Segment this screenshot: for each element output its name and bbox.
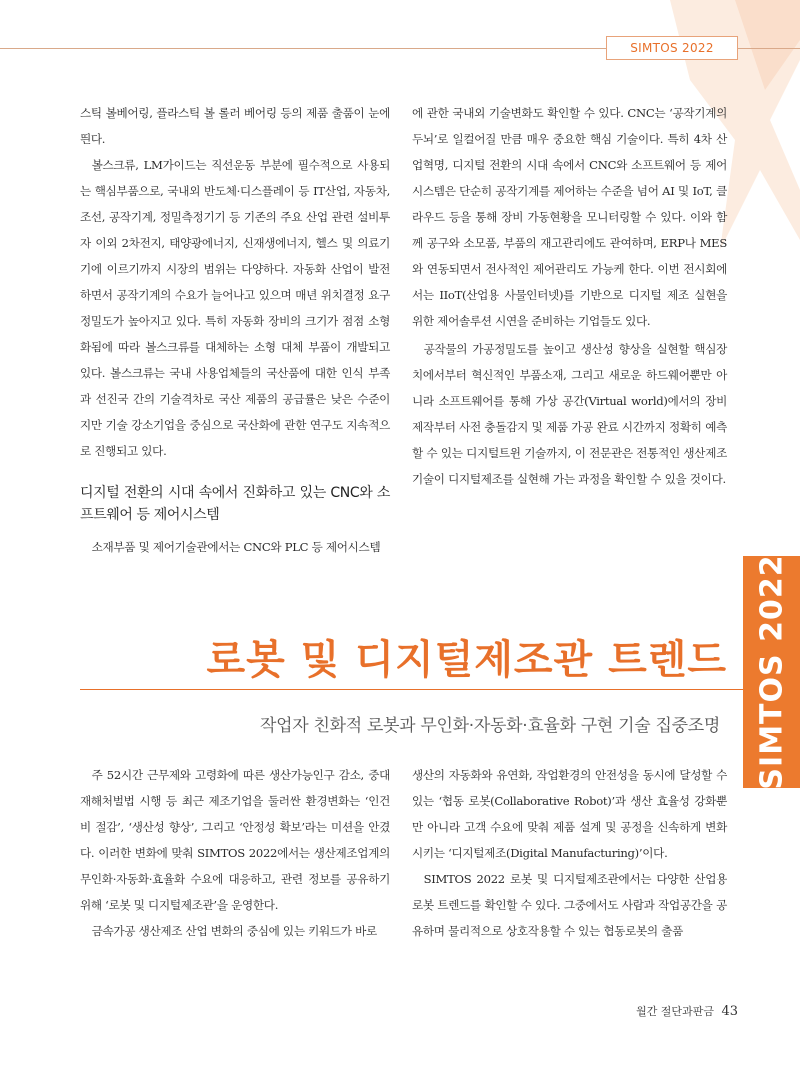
bottom-left-column <box>80 762 390 944</box>
side-tab <box>743 556 800 788</box>
paragraph: 에 관한 국내외 기술변화도 확인할 수 있다. CNC는 ‘공작기계의 두뇌’로 일컬어질 만큼 매우 중요한 핵심 기술이다. 특히 4차 산업혁명, 디지털 전환의 시대 속에서 CNC와 소프트웨어 등 제어시스템은 단순히 공작기계를 제어하는 수준을 넘어 AI 및 IoT, 클라우드 등을 통해 장비 가동현황을 모니터링할 수 있다. 이와 함께 공구와 소모품, 부품의 재고관리에도 관여하며, ERP나 MES와 연동되면서 전사적인 제어관리도 가능케 한다. 이번 전시회에서는 IIoT(산업용 사물인터넷)를 기반으로 디지털 제조 실현을 위한 제어솔루션 시연을 준비하는 기업들도 있다. <box>412 106 727 328</box>
magazine-name: 월간 절단과판금 <box>636 1005 714 1018</box>
page-footer <box>636 1003 738 1019</box>
page-number: 43 <box>721 1004 738 1019</box>
paragraph: 공작물의 가공정밀도를 높이고 생산성 향상을 실현할 핵심장치에서부터 혁신적인 부품소재, 그리고 새로운 하드웨어뿐만 아니라 소프트웨어를 통해 가상 공간(Virtual world)에서의 장비 제작부터 사전 충돌감지 및 제품 가공 완료 시간까지 정확히 예측할 수 있는 디지털트윈 기술까지, 이 전문관은 전통적인 생산제조기술이 디지털제조를 실현해 가는 과정을 확인할 수 있을 것이다. <box>412 342 727 486</box>
paragraph: 소재부품 및 제어기술관에서는 CNC와 PLC 등 제어시스템 <box>91 540 381 554</box>
title-rule <box>80 689 743 690</box>
side-tab-label: SIMTOS 2022 <box>754 554 789 790</box>
top-right-column <box>412 100 727 492</box>
paragraph: 볼스크류, LM가이드는 직선운동 부분에 필수적으로 사용되는 핵심부품으로, 국내외 반도체·디스플레이 등 IT산업, 자동차, 조선, 공작기계, 정밀측정기기 등 기존의 주요 산업 관련 설비투자 이외 2차전지, 태양광에너지, 신재생에너지, 헬스 및 의료기기에 이르기까지 시장의 범위는 다양하다. 자동화 산업이 발전하면서 공작기계의 수요가 늘어나고 있으며 매년 위치결정 요구 정밀도가 높아지고 있다. 특히 자동화 장비의 크기가 점점 소형화됨에 따라 볼스크류를 대체하는 소형 대체 부품이 개발되고 있다. 볼스크류는 국내 사용업체들의 국산품에 대한 인식 부족과 선진국 간의 기술격차로 국산 제품의 공급률은 낮은 수준이지만 기술 강소기업을 중심으로 국산화에 관한 연구도 지속적으로 진행되고 있다. <box>80 158 390 458</box>
top-left-column <box>80 100 390 560</box>
section-title: 로봇 및 디지털제조관 트렌드 <box>206 637 727 683</box>
paragraph: 생산의 자동화와 유연화, 작업환경의 안전성을 동시에 달성할 수 있는 ‘협동 로봇(Collaborative Robot)’과 생산 효율성 강화뿐만 아니라 고객 수요에 맞춰 제품 설계 및 공정을 신속하게 변화시키는 ‘디지털제조(Digital Manufacturing)’이다. <box>412 768 727 860</box>
header-label: SIMTOS 2022 <box>606 36 738 60</box>
paragraph: 스틱 볼베어링, 플라스틱 볼 롤러 베어링 등의 제품 출품이 눈에 띈다. <box>80 106 390 146</box>
section-subtitle: 작업자 친화적 로봇과 무인화·자동화·효율화 구현 기술 집중조명 <box>259 716 720 736</box>
paragraph: 주 52시간 근무제와 고령화에 따른 생산가능인구 감소, 중대재해처벌법 시행 등 최근 제조기업을 둘러싼 환경변화는 ‘인건비 절감’, ‘생산성 향상’, 그리고 ‘안정성 확보’라는 미션을 안겼다. 이러한 변화에 맞춰 SIMTOS 2022에서는 생산제조업계의 무인화·자동화·효율화 수요에 대응하고, 관련 정보를 공유하기 위해 ‘로봇 및 디지털제조관’을 운영한다. <box>80 768 390 912</box>
bottom-right-column <box>412 762 727 944</box>
paragraph: SIMTOS 2022 로봇 및 디지털제조관에서는 다양한 산업용 로봇 트렌드를 확인할 수 있다. 그중에서도 사람과 작업공간을 공유하며 물리적으로 상호작용할 수 있는 협동로봇의 출품 <box>412 872 727 938</box>
paragraph: 금속가공 생산제조 산업 변화의 중심에 있는 키워드가 바로 <box>91 924 377 938</box>
section-subheading: 디지털 전환의 시대 속에서 진화하고 있는 CNC와 소프트웨어 등 제어시스템 <box>80 485 390 523</box>
